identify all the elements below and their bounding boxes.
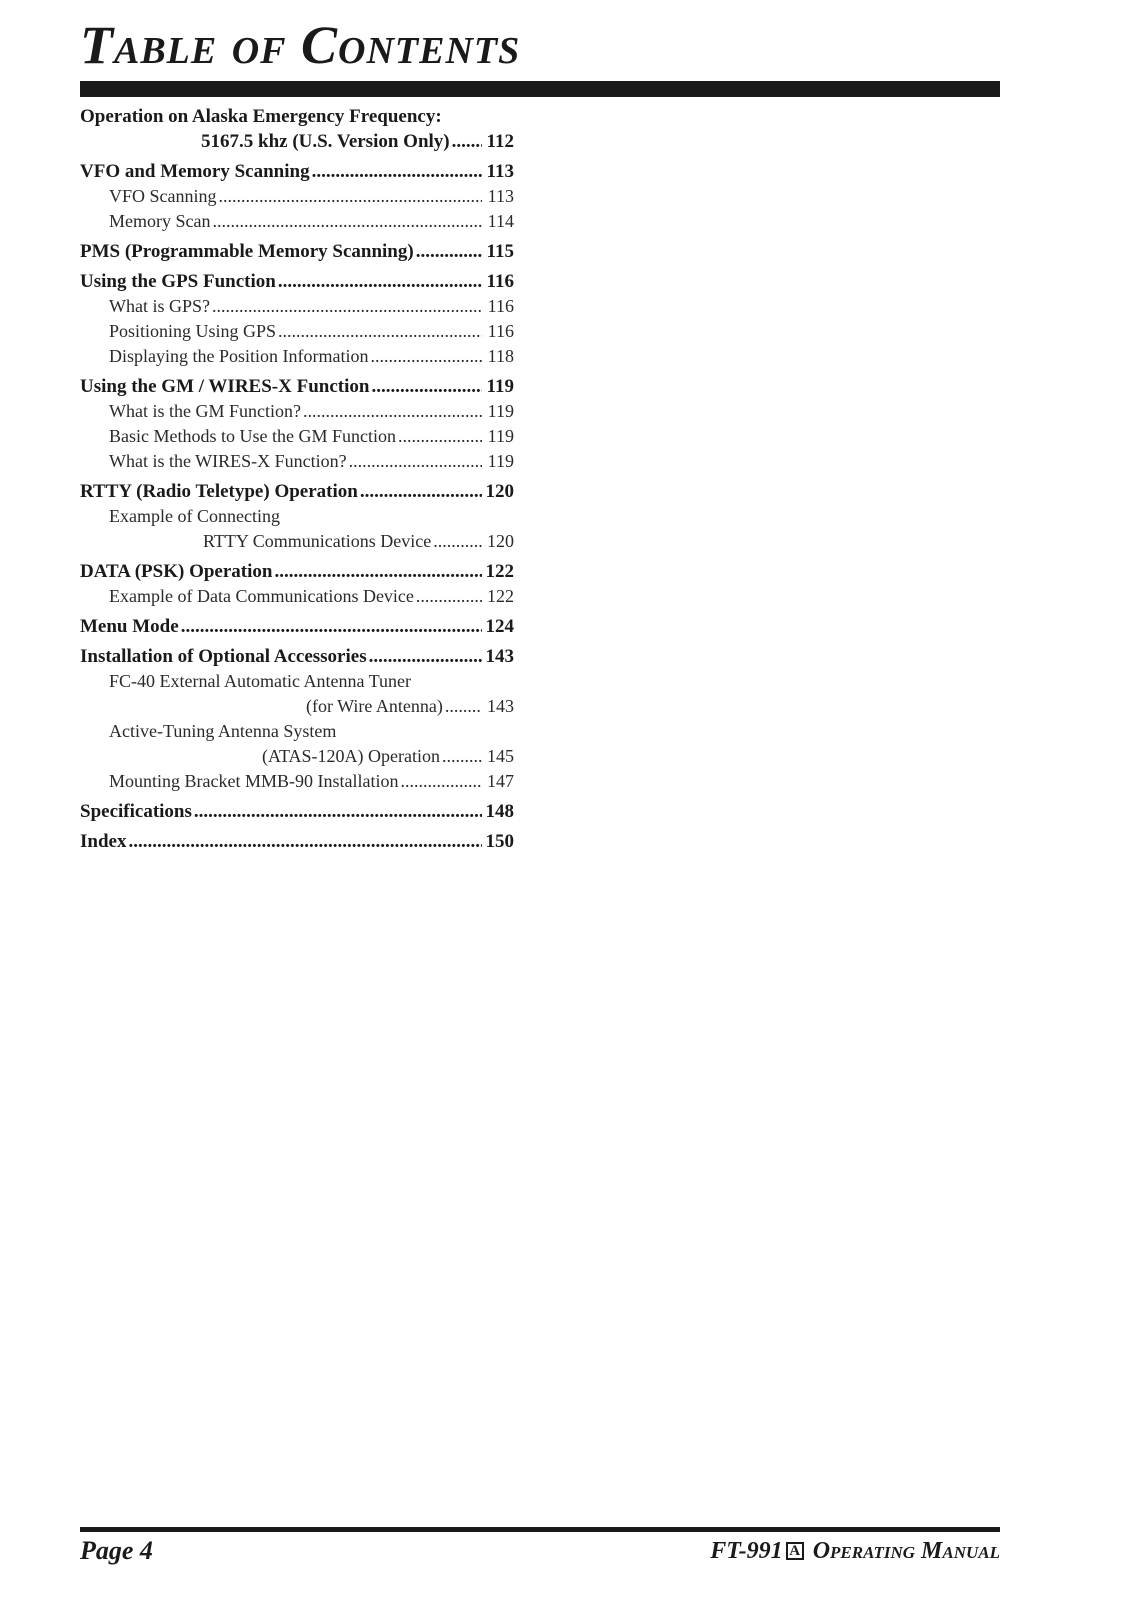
page-title: Table of Contents — [80, 15, 521, 75]
toc-entry[interactable] — [80, 644, 514, 669]
leader-dots — [278, 319, 482, 344]
leader-dots — [278, 269, 482, 294]
toc-entry-label: Using the GPS Function — [80, 271, 276, 292]
leader-dots — [360, 479, 482, 504]
toc-entry-page: 148 — [485, 801, 514, 822]
toc-entry-page: 120 — [487, 531, 514, 551]
toc-entry-label: Displaying the Position Information — [109, 346, 369, 366]
leader-dots — [303, 399, 482, 424]
toc-entry-page: 124 — [485, 616, 514, 637]
toc-subentry[interactable] — [80, 319, 514, 344]
toc-entry-page: 119 — [487, 426, 514, 446]
page-number: Page 4 — [80, 1536, 153, 1565]
leader-dots — [312, 159, 482, 184]
toc-entry-label: Specifications — [80, 801, 192, 822]
toc-entry-page: 119 — [487, 401, 514, 421]
toc-entry[interactable] — [80, 239, 514, 264]
title-rule — [80, 81, 1000, 97]
toc-entry-label: What is GPS? — [109, 296, 210, 316]
toc-entry[interactable] — [80, 159, 514, 184]
toc-entry-page: 116 — [486, 271, 514, 292]
leader-dots — [400, 769, 482, 794]
toc-entry-label: RTTY Communications Device — [203, 531, 432, 551]
toc-entry-page: 116 — [487, 296, 514, 316]
toc-entry[interactable] — [80, 374, 514, 399]
toc-entry-label: What is the WIRES-X Function? — [109, 451, 347, 471]
toc-subentry[interactable] — [80, 399, 514, 424]
toc-subentry[interactable] — [80, 449, 514, 474]
leader-dots — [181, 614, 482, 639]
toc-entry-label: Installation of Optional Accessories — [80, 646, 367, 667]
toc-subentry[interactable] — [80, 694, 514, 719]
leader-dots — [274, 559, 482, 584]
toc-subentry[interactable] — [80, 744, 514, 769]
toc-entry-label: (ATAS-120A) Operation — [262, 746, 441, 766]
toc-entry-page: 145 — [487, 746, 514, 766]
toc-entry-label: PMS (Programmable Memory Scanning) — [80, 241, 414, 262]
toc-entry-label: (for Wire Antenna) — [306, 696, 443, 716]
toc-entry-page: 122 — [485, 561, 514, 582]
toc-subentry[interactable] — [80, 184, 514, 209]
toc-entry-label: Menu Mode — [80, 616, 179, 637]
toc-subentry-line[interactable]: Example of Connecting — [109, 506, 280, 526]
toc-subentry[interactable] — [80, 529, 514, 554]
leader-dots — [128, 829, 482, 854]
leader-dots — [416, 584, 482, 609]
toc-entry-label: Positioning Using GPS — [109, 321, 277, 341]
toc-list — [80, 104, 514, 854]
leader-dots — [212, 294, 482, 319]
toc-entry[interactable] — [80, 269, 514, 294]
model-name: FT-991 — [710, 1538, 783, 1564]
toc-entry-label: VFO Scanning — [109, 186, 217, 206]
toc-entry-page: 143 — [487, 696, 514, 716]
toc-entry[interactable] — [80, 129, 514, 154]
leader-dots — [442, 744, 482, 769]
footer-rule — [80, 1527, 1000, 1532]
toc-entry-label: Mounting Bracket MMB-90 Installation — [109, 771, 399, 791]
toc-entry-label: VFO and Memory Scanning — [80, 161, 310, 182]
toc-entry-page: 113 — [487, 186, 514, 206]
toc-entry-page: 122 — [487, 586, 514, 606]
toc-subentry[interactable] — [80, 294, 514, 319]
leader-dots — [349, 449, 482, 474]
toc-entry-label: Memory Scan — [109, 211, 211, 231]
toc-entry-page: 150 — [485, 831, 514, 852]
toc-entry[interactable] — [80, 799, 514, 824]
leader-dots — [416, 239, 482, 264]
manual-title — [710, 1534, 1000, 1568]
toc-subentry[interactable] — [80, 344, 514, 369]
toc-subentry-line[interactable]: Active-Tuning Antenna System — [109, 721, 337, 741]
toc-entry-label: 5167.5 khz (U.S. Version Only) — [201, 131, 450, 152]
leader-dots — [370, 344, 482, 369]
toc-entry-label: What is the GM Function? — [109, 401, 301, 421]
toc-entry-page: 113 — [486, 161, 514, 182]
leader-dots — [445, 694, 482, 719]
toc-entry[interactable] — [80, 614, 514, 639]
toc-entry-line[interactable]: Operation on Alaska Emergency Frequency: — [80, 106, 442, 127]
toc-entry-page: 143 — [485, 646, 514, 667]
toc-entry-page: 114 — [487, 211, 514, 231]
model-badge: A — [786, 1542, 804, 1560]
leader-dots — [219, 184, 483, 209]
leader-dots — [194, 799, 482, 824]
toc-subentry-line[interactable]: FC-40 External Automatic Antenna Tuner — [109, 671, 411, 691]
toc-subentry[interactable] — [80, 424, 514, 449]
toc-entry-label: RTTY (Radio Teletype) Operation — [80, 481, 358, 502]
manual-name: Operating Manual — [812, 1538, 1000, 1564]
leader-dots — [369, 644, 482, 669]
leader-dots — [371, 374, 482, 399]
toc-subentry[interactable] — [80, 769, 514, 794]
leader-dots — [398, 424, 482, 449]
toc-subentry[interactable] — [80, 209, 514, 234]
leader-dots — [433, 529, 482, 554]
toc-entry-label: DATA (PSK) Operation — [80, 561, 273, 582]
toc-entry-page: 119 — [487, 451, 514, 471]
toc-entry[interactable] — [80, 559, 514, 584]
toc-entry-label: Example of Data Communications Device — [109, 586, 414, 606]
leader-dots — [212, 209, 482, 234]
toc-entry-page: 115 — [486, 241, 514, 262]
toc-entry-page: 120 — [485, 481, 514, 502]
leader-dots — [452, 129, 482, 154]
toc-entry-page: 119 — [486, 376, 514, 397]
toc-entry-page: 116 — [487, 321, 514, 341]
toc-entry-page: 118 — [487, 346, 514, 366]
toc-entry-label: Index — [80, 831, 127, 852]
toc-entry[interactable] — [80, 479, 514, 504]
toc-entry[interactable] — [80, 829, 514, 854]
toc-entry-label: Basic Methods to Use the GM Function — [109, 426, 396, 446]
toc-entry-label: Using the GM / WIRES-X Function — [80, 376, 370, 397]
toc-entry-page: 112 — [486, 131, 514, 152]
toc-subentry[interactable] — [80, 584, 514, 609]
toc-entry-page: 147 — [487, 771, 514, 791]
